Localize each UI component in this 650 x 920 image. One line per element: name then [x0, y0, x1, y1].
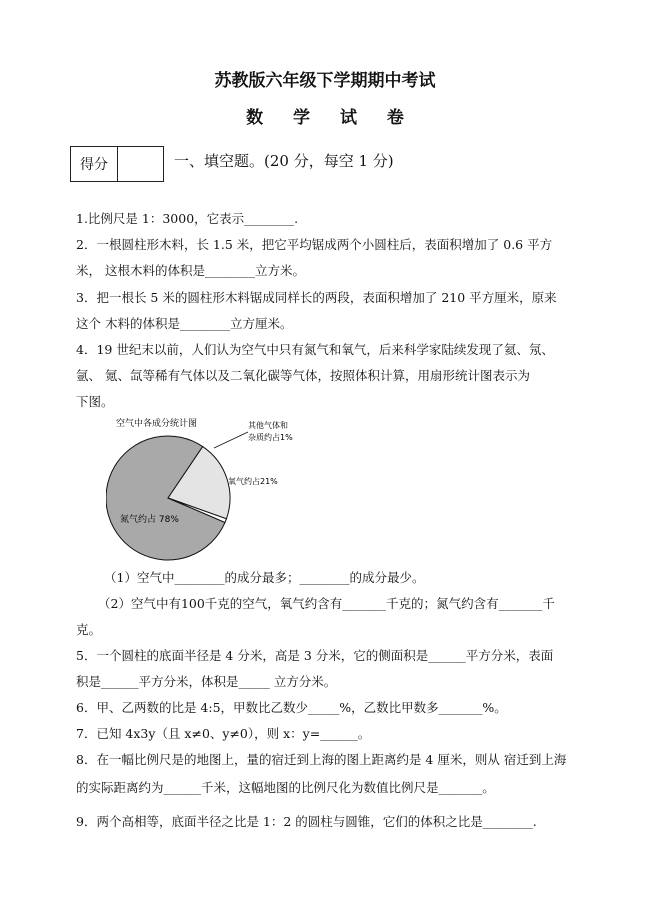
- question-line: 1.比例尺是 1：3000，它表示________.: [76, 211, 299, 226]
- question-line: 下图。: [76, 394, 114, 409]
- label-oxygen: 氧气约占21%: [228, 477, 278, 486]
- question-line: 的实际距离约为______千米，这幅地图的比例尺化为数值比例尺是_______。: [76, 780, 495, 795]
- question-line: 积是______平方分米，体积是_____ 立方分米。: [76, 674, 337, 689]
- pie-slices: [106, 436, 230, 560]
- question-line: （2）空气中有100千克的空气，氧气约含有_______千克的；氮气约含有_______千: [98, 596, 555, 611]
- question-line: 9．两个高相等，底面半径之比是 1：2 的圆柱与圆锥，它们的体积之比是________.: [76, 814, 537, 829]
- score-box: [70, 146, 164, 182]
- label-nitrogen: 氮气约占 78%: [120, 515, 179, 525]
- air-composition-pie-chart: [106, 410, 366, 570]
- question-line: 2．一根圆柱形木料，长 1.5 米，把它平均锯成两个小圆柱后，表面积增加了 0.6 平方: [76, 237, 553, 252]
- question-line: 5．一个圆柱的底面半径是 4 分米，高是 3 分米，它的侧面积是______平方分米，表面: [76, 648, 554, 663]
- label-other-line1: 其他气体和: [248, 421, 288, 430]
- question-line: 4．19 世纪末以前，人们认为空气中只有氮气和氧气，后来科学家陆续发现了氦、氖、: [76, 342, 554, 357]
- leader-line-other: [214, 432, 248, 448]
- score-cell[interactable]: [118, 147, 163, 181]
- score-label: 得分: [71, 147, 118, 181]
- question-line: 7．已知 4x3y（且 x≠0、y≠0），则 x：y=______。: [76, 726, 371, 741]
- question-line: 氩、 氪、氙等稀有气体以及二氧化碳等气体，按照体积计算，用扇形统计图表示为: [76, 368, 530, 383]
- chart-title: 空气中各成分统计图: [116, 419, 198, 429]
- question-line: 8．在一幅比例尺是的地图上，量的宿迁到上海的图上距离约是 4 厘米，则从 宿迁到上海: [76, 752, 567, 767]
- exam-title: 苏教版六年级下学期期中考试: [214, 71, 436, 91]
- question-line: 这个 木料的体积是________立方厘米。: [76, 316, 293, 331]
- section-heading: 一、填空题。(20 分，每空 1 分): [174, 152, 394, 170]
- label-other-line2: 杂质约占1%: [248, 433, 293, 442]
- question-line: 3．把一根长 5 米的圆柱形木料锯成同样长的两段，表面积增加了 210 平方厘米，原来: [76, 290, 557, 305]
- question-line: 米， 这根木料的体积是________立方米。: [76, 263, 305, 278]
- exam-subtitle: 数 学 试 卷: [246, 108, 416, 128]
- question-line: 克。: [76, 622, 102, 637]
- question-line: （1）空气中________的成分最多；________的成分最少。: [104, 570, 425, 585]
- question-line: 6．甲、乙两数的比是 4:5，甲数比乙数少_____%，乙数比甲数多_______%。: [76, 700, 507, 715]
